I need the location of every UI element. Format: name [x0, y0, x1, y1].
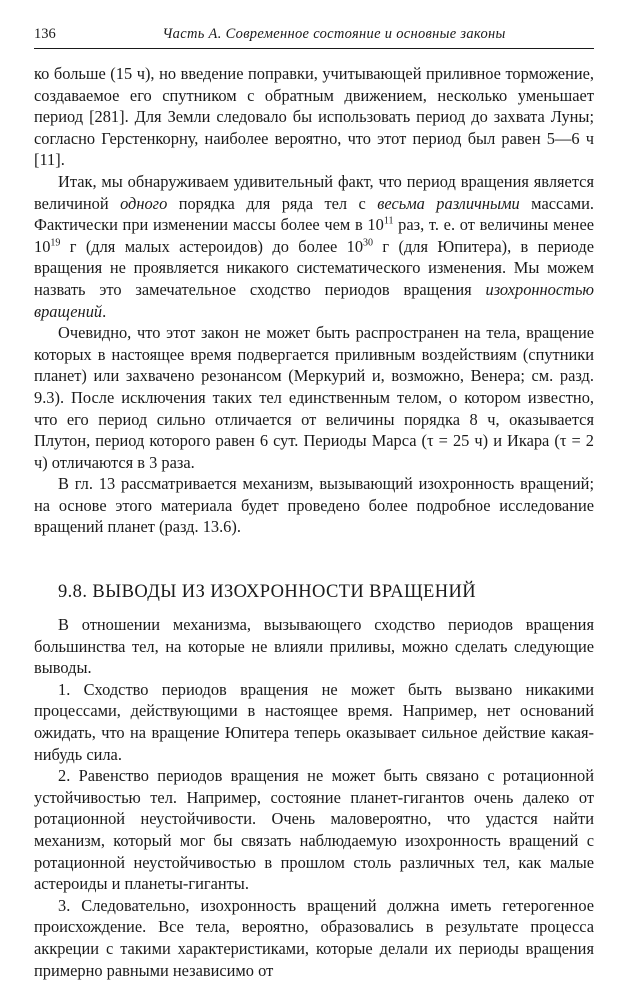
- emphasis-text: весьма различными: [377, 193, 520, 213]
- paragraph-chapter-reference: В гл. 13 рассматривается механизм, вызывающий изохронность вращений; на основе этого материала будет проведено более подробное исследование вращений планет (разд. 13.6).: [34, 474, 594, 537]
- paragraph-continuation: ко больше (15 ч), но введение поправки, учитывающей приливное торможение, создаваемое его спутником с обратным движением, несколько уменьшает период [281]. Для Земли следовало бы использовать период до захвата Луны; согласно Герстенкорну, наиболее вероятно, что этот период был равен 5—6 ч [11].: [34, 64, 594, 170]
- text-run: г (для малых астероидов) до более 10: [60, 236, 364, 256]
- paragraph-exceptions: Очевидно, что этот закон не может быть распространен на тела, вращение которых в настоящее время подвергается приливным воздействиям (спутники планет) или захвачено резонансом (Меркурий и, возможно, Венера; см. разд. 9.3). После исключения таких тел единственным телом, о котором известно, что его период сильно отличается от величины порядка 8 ч, оказывается Плутон, период которого равен 6 сут. Периоды Марса (τ = 25 ч) и Икара (τ = 2 ч) отличаются в 3 раза.: [34, 323, 594, 472]
- exponent: 30: [363, 237, 374, 249]
- page-number: 136: [34, 26, 56, 42]
- text-run: порядка для ряда тел с: [167, 193, 378, 213]
- paragraph-isochronism-fact: [34, 171, 594, 322]
- text-run: массами. Фактически при изменении массы более чем в 10: [34, 193, 594, 235]
- section-heading: 9.8. ВЫВОДЫ ИЗ ИЗОХРОННОСТИ ВРАЩЕНИЙ: [58, 582, 477, 603]
- section-body: [34, 614, 594, 981]
- text-run: .: [102, 301, 107, 321]
- conclusion-item-3: 3. Следовательно, изохронность вращений должна иметь гетерогенное происхождение. Все тела, вероятно, образовались в результате процесса аккреции с такими характеристиками, которые делали их периоды вращения примерно равными независимо от: [34, 895, 594, 980]
- conclusion-item-1: 1. Сходство периодов вращения не может быть вызвано никакими процессами, действующими в настоящее время. Например, нет оснований ожидать, что на вращение Юпитера теперь оказывает сильное действие какая-нибудь сила.: [34, 679, 594, 764]
- running-title: Часть А. Современное состояние и основные законы: [162, 26, 506, 42]
- header-rule: [34, 48, 594, 49]
- exponent: 11: [383, 215, 394, 227]
- running-head: [34, 26, 594, 46]
- text-run: раз, т. е. от величины менее 10: [34, 215, 594, 256]
- text-run: Итак, мы обнаруживаем удивительный факт, что период вращения является величиной: [34, 171, 594, 213]
- exponent: 19: [50, 237, 61, 249]
- conclusion-item-2: 2. Равенство периодов вращения не может быть связано с ротационной устойчивостью тел. Например, состояние планет-гигантов очень далеко от ротационной неустойчивости. Очень маловероятно, что удастся найти механизм, который мог бы связать наблюдаемую изохронность вращений с ротационной неустойчивостью в прошлом столь различных тел, как малые астероиды и планеты-гиганты.: [34, 766, 594, 894]
- section-intro: В отношении механизма, вызывающего сходство периодов вращения большинства тел, на которые не влияли приливы, можно сделать следующие выводы.: [34, 615, 594, 678]
- text-run: г (для Юпитера), в периоде вращения не проявляется никакого систематического изменения. Мы можем назвать это замечательное сходство периодов вращения: [34, 236, 595, 299]
- emphasis-text: изохронностью вращений: [34, 279, 594, 321]
- emphasis-text: одного: [120, 193, 168, 213]
